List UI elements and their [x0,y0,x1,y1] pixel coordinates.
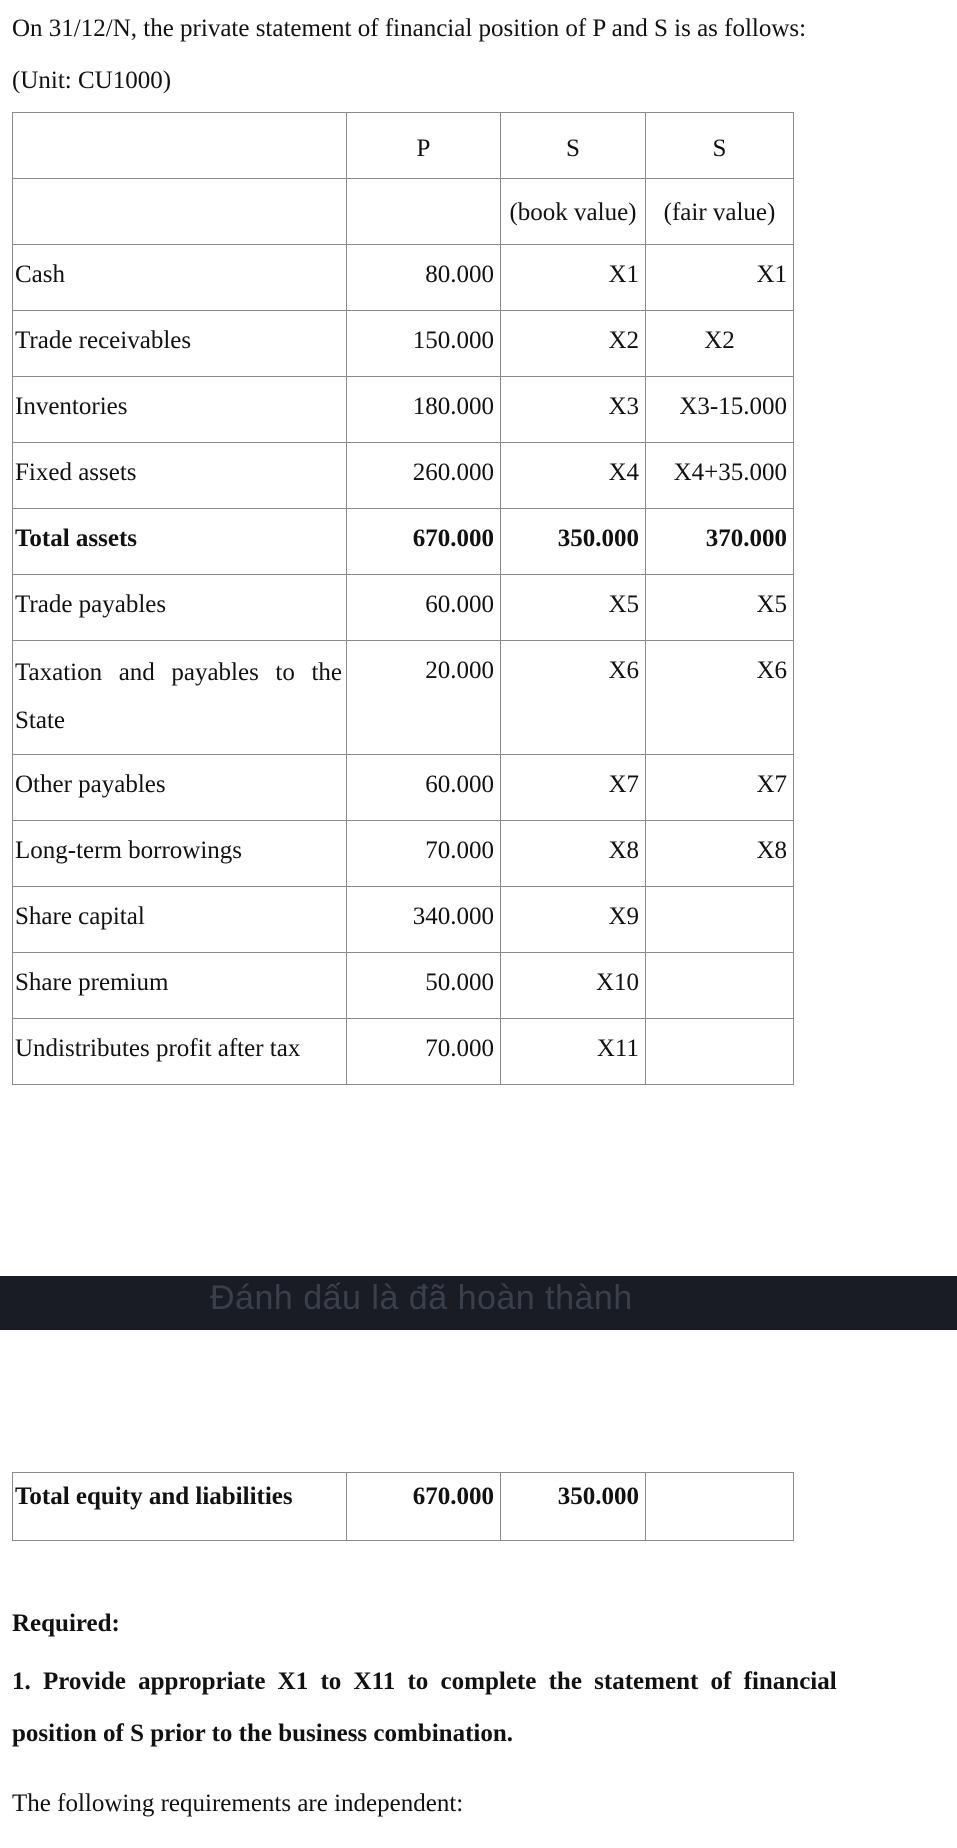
row-fair-value [646,1473,794,1541]
row-p-value: 670.000 [347,509,501,575]
unit-label: (Unit: CU1000) [12,67,172,94]
row-label: Total assets [13,509,347,575]
row-book-value: X2 [501,311,646,377]
row-p-value: 60.000 [347,575,501,641]
question-1-line-1: 1. Provide appropriate X1 to X11 to complete the statement of financial [12,1668,837,1695]
row-book-value: X11 [501,1019,646,1085]
row-p-value: 260.000 [347,443,501,509]
financial-position-table [12,112,794,1085]
table-row [13,311,794,377]
header-s-book: S [501,113,646,179]
row-label: Long-term borrowings [13,821,347,887]
row-label: Cash [13,245,347,311]
row-label: Undistributes profit after tax [13,1019,347,1085]
table-row [13,245,794,311]
row-label: Share capital [13,887,347,953]
table-row [13,1019,794,1085]
subheader-row [13,179,794,245]
completion-banner[interactable] [0,1276,957,1330]
required-heading: Required: [12,1610,120,1637]
table-row [13,953,794,1019]
row-book-value: X3 [501,377,646,443]
row-fair-value: 370.000 [646,509,794,575]
header-row [13,113,794,179]
table-row [13,887,794,953]
row-book-value: X8 [501,821,646,887]
row-p-value: 20.000 [347,641,501,755]
row-p-value: 80.000 [347,245,501,311]
row-p-value: 70.000 [347,1019,501,1085]
row-label: Taxation and payables to the State [13,641,347,755]
row-fair-value [646,1019,794,1085]
total-equity-row [13,1473,794,1541]
row-p-value: 60.000 [347,755,501,821]
row-fair-value [646,953,794,1019]
row-book-value: X7 [501,755,646,821]
intro-text: On 31/12/N, the private statement of financial position of P and S is as follows: [12,15,807,42]
row-fair-value: X4+35.000 [646,443,794,509]
table-row [13,443,794,509]
row-label: Share premium [13,953,347,1019]
fair-value-label: (fair value) [646,179,794,245]
row-fair-value: X8 [646,821,794,887]
row-fair-value [646,887,794,953]
row-book-value: X1 [501,245,646,311]
row-book-value: X4 [501,443,646,509]
mark-complete-label[interactable]: Đánh dấu là đã hoàn thành [210,1279,633,1317]
table-row [13,575,794,641]
row-fair-value: X3-15.000 [646,377,794,443]
row-book-value: 350.000 [501,509,646,575]
row-fair-value: X2 [646,311,794,377]
row-p-value: 670.000 [347,1473,501,1541]
header-p: P [347,113,501,179]
table-row [13,377,794,443]
row-fair-value: X1 [646,245,794,311]
row-fair-value: X7 [646,755,794,821]
row-label: Fixed assets [13,443,347,509]
row-label: Trade payables [13,575,347,641]
row-fair-value: X6 [646,641,794,755]
question-1-line-2: position of S prior to the business combination. [12,1720,514,1747]
independence-note: The following requirements are independent: [12,1790,464,1817]
row-label: Total equity and liabilities [13,1473,347,1541]
table-row [13,821,794,887]
book-value-label: (book value) [501,179,646,245]
row-label: Other payables [13,755,347,821]
table-row [13,641,794,755]
row-p-value: 340.000 [347,887,501,953]
row-book-value: X9 [501,887,646,953]
row-p-value: 70.000 [347,821,501,887]
row-p-value: 150.000 [347,311,501,377]
table-row [13,755,794,821]
row-p-value: 180.000 [347,377,501,443]
row-book-value: X10 [501,953,646,1019]
header-blank [13,113,347,179]
row-book-value: X6 [501,641,646,755]
total-equity-table [12,1472,794,1541]
header-s-fair: S [646,113,794,179]
row-book-value: X5 [501,575,646,641]
row-book-value: 350.000 [501,1473,646,1541]
row-p-value: 50.000 [347,953,501,1019]
total-assets-row [13,509,794,575]
row-label: Trade receivables [13,311,347,377]
row-label: Inventories [13,377,347,443]
row-fair-value: X5 [646,575,794,641]
